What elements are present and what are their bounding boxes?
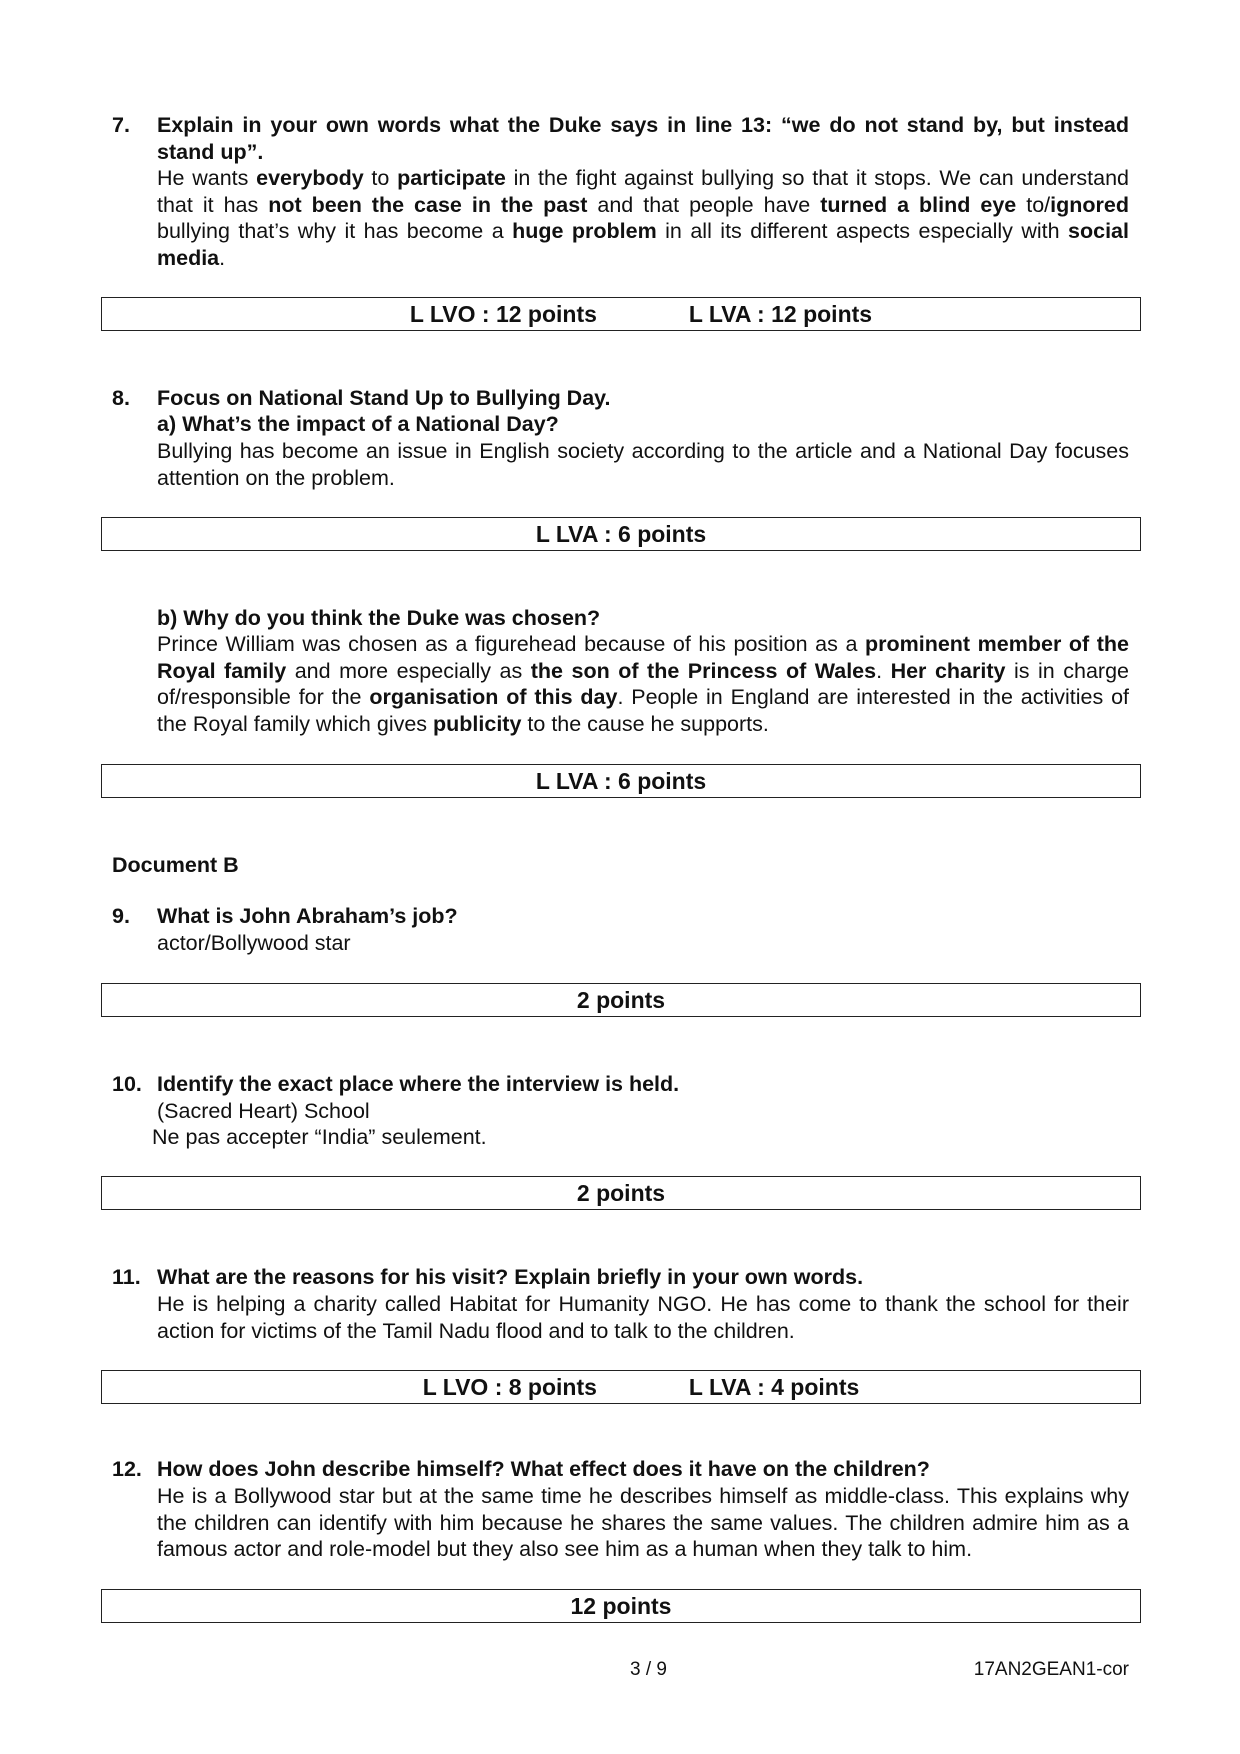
score-box	[101, 297, 1141, 331]
emphasis: social media	[157, 219, 1129, 270]
subquestion-a: a) What’s the impact of a National Day?	[157, 412, 559, 436]
question-number: 12.	[112, 1457, 142, 1481]
question-number: 10.	[112, 1072, 142, 1096]
emphasis: not been the case in the past	[268, 192, 588, 217]
text-run: to/	[1016, 192, 1051, 217]
question-text: What are the reasons for his visit? Explain briefly in your own words.	[157, 1265, 864, 1289]
emphasis: prominent member of the Royal family	[157, 632, 1130, 683]
text-run: and that people have	[587, 192, 821, 217]
score-box	[101, 517, 1141, 551]
section-heading: Document B	[112, 853, 239, 877]
score-box	[101, 1176, 1141, 1210]
marking-note: Ne pas accepter “India” seulement.	[152, 1125, 487, 1149]
emphasis: participate	[397, 166, 506, 190]
score-box	[101, 983, 1141, 1017]
emphasis: organisation of this day	[369, 685, 618, 709]
score-lva: L LVA : 6 points	[535, 767, 707, 794]
question-text: Focus on National Stand Up to Bullying Day.	[157, 386, 611, 410]
question-text: What is John Abraham’s job?	[157, 904, 458, 928]
question-text: How does John describe himself? What effect does it have on the children?	[157, 1457, 930, 1481]
answer-text: actor/Bollywood star	[157, 931, 351, 955]
score: 2 points	[576, 986, 666, 1013]
emphasis: huge problem	[512, 219, 657, 243]
text-run: to the cause he supports.	[521, 711, 769, 736]
text-run: and more especially as	[286, 658, 531, 683]
score-lvo: L LVO : 12 points	[409, 300, 597, 327]
emphasis: turned a blind eye	[820, 192, 1017, 217]
page-number: 3 / 9	[630, 1659, 667, 1680]
emphasis: Her charity	[890, 658, 1006, 683]
text-run: Prince William was chosen as a figurehead because of his position as a	[157, 632, 865, 656]
emphasis: the son of the Princess of Wales	[530, 658, 877, 683]
text-run: .	[219, 245, 226, 270]
score: 12 points	[570, 1592, 672, 1619]
score-box	[101, 1589, 1141, 1623]
score-lva: L LVA : 4 points	[688, 1373, 860, 1400]
score-lvo: L LVO : 8 points	[422, 1373, 597, 1400]
text-run: . People in England are interested in the activities of the Royal family which gives	[157, 685, 1129, 736]
document-code: 17AN2GEAN1-cor	[973, 1659, 1129, 1680]
score: 2 points	[576, 1179, 666, 1206]
score-box	[101, 764, 1141, 798]
text-run: bullying that’s why it has become a	[157, 219, 513, 243]
question-number: 11.	[112, 1265, 141, 1289]
score-lva: L LVA : 12 points	[688, 300, 873, 327]
question-number: 8.	[112, 386, 130, 410]
answer-b	[157, 631, 1129, 737]
score-box	[101, 1370, 1141, 1404]
question-number: 9.	[112, 904, 130, 928]
text-run: is in charge of/responsible for the	[157, 658, 1129, 709]
emphasis: ignored	[1050, 192, 1129, 217]
text-run: to	[363, 166, 398, 190]
emphasis: everybody	[256, 166, 364, 190]
answer-text	[157, 165, 1129, 271]
answer-text: He is helping a charity called Habitat for Humanity NGO. He has come to thank the school for their action for victims of the Tamil Nadu flood and to talk to the children.	[157, 1292, 1129, 1343]
text-run: He wants	[157, 166, 257, 190]
question-text: Identify the exact place where the interview is held.	[157, 1072, 680, 1096]
text-run: in all its different aspects especially with	[656, 219, 1069, 243]
text-run: .	[876, 658, 891, 683]
answer-text: He is a Bollywood star but at the same time he describes himself as middle-class. This explains why the children can identify with him because he shares the same values. The children admire him as a famous actor and role-model but they also see him as a human when they talk to him.	[157, 1484, 1129, 1561]
answer-a: Bullying has become an issue in English society according to the article and a National Day focuses attention on the problem.	[157, 439, 1129, 490]
question-number: 7.	[112, 113, 130, 137]
question-text: Explain in your own words what the Duke says in line 13: “we do not stand by, but instead stand up”.	[157, 113, 1129, 164]
emphasis: publicity	[433, 711, 522, 736]
subquestion-b: b) Why do you think the Duke was chosen?	[157, 606, 601, 630]
text-run: in the fight against bullying so that it stops. We can understand that it has	[157, 166, 1129, 217]
score-lva: L LVA : 6 points	[535, 520, 707, 547]
answer-text: (Sacred Heart) School	[157, 1099, 370, 1123]
